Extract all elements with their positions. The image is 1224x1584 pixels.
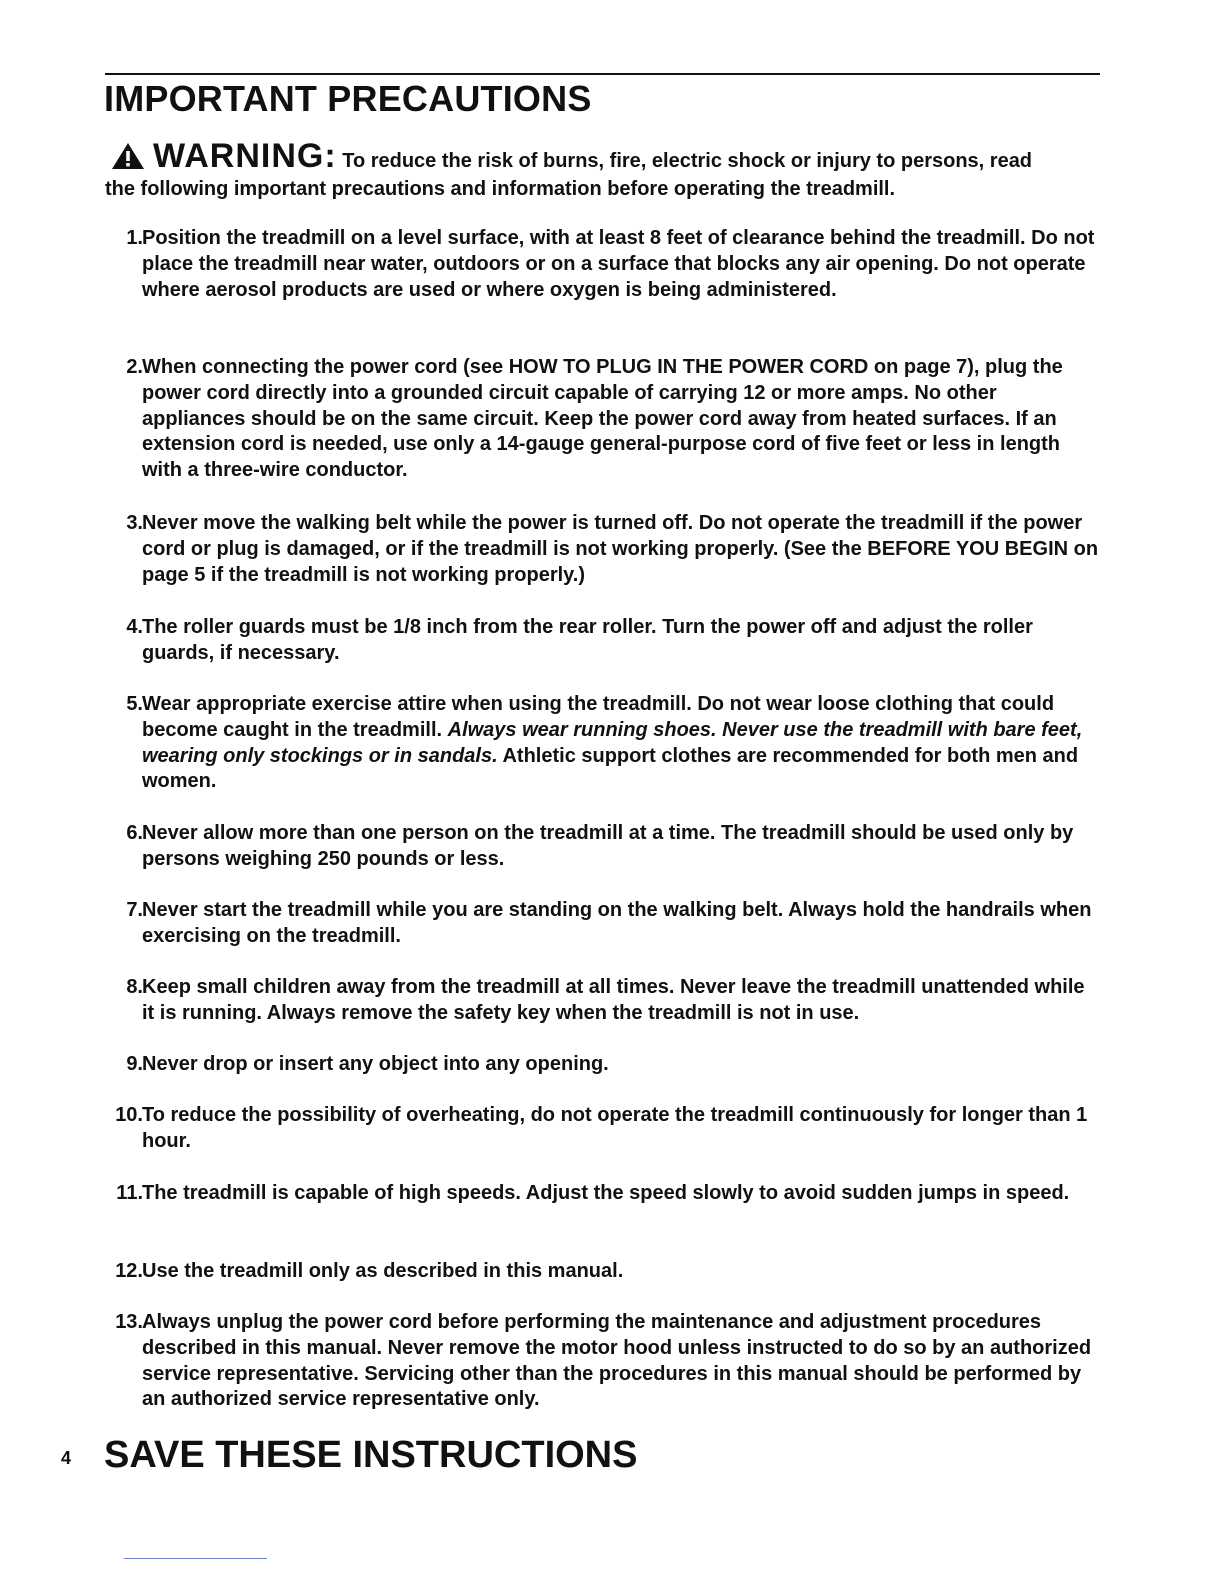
item-text: Never drop or insert any object into any opening. <box>142 1053 609 1075</box>
item-number: 9. <box>126 1053 143 1075</box>
warning-line-1 <box>105 137 1105 175</box>
item-number: 3. <box>126 512 143 534</box>
warning-block <box>105 137 1105 203</box>
page-edge-line <box>124 1558 267 1559</box>
item-number: 10. <box>115 1104 143 1126</box>
item-text: To reduce the possibility of overheating, do not operate the treadmill continuously for longer than 1 hour. <box>142 1104 1088 1152</box>
item-number: 7. <box>126 899 143 921</box>
item-number: 8. <box>126 976 143 998</box>
item-number: 5. <box>126 693 143 715</box>
item-text <box>142 692 1102 795</box>
item-text: The treadmill is capable of high speeds. Adjust the speed slowly to avoid sudden jumps in speed. <box>142 1182 1070 1204</box>
list-item <box>105 511 1105 588</box>
item-text: Position the treadmill on a level surface, with at least 8 feet of clearance behind the treadmill. Do not place the treadmill near water, outdoors or on a surface that blocks any air opening. Do not operate where aerosol products are used or where oxygen is being administered. <box>142 227 1095 301</box>
item-text: Always unplug the power cord before performing the maintenance and adjustment procedures described in this manual. Never remove the motor hood unless instructed to do so by an authorized service representative. Servicing other than the procedures in this manual should be performed by an authorized service representative only. <box>142 1311 1092 1411</box>
warning-label: WARNING: <box>153 137 337 175</box>
list-item <box>105 1052 1105 1078</box>
item-text: Keep small children away from the treadmill at all times. Never leave the treadmill unattended while it is running. Always remove the safety key when the treadmill is not in use. <box>142 976 1085 1024</box>
footer-title: SAVE THESE INSTRUCTIONS <box>104 1434 638 1476</box>
item-text: Never allow more than one person on the treadmill at a time. The treadmill should be used only by persons weighing 250 pounds or less. <box>142 822 1074 870</box>
item-text: Never start the treadmill while you are standing on the walking belt. Always hold the handrails when exercising on the treadmill. <box>142 899 1092 947</box>
item-text-emphasis: Always wear running shoes. Never use the treadmill with bare feet, wearing only stockings or in sandals. <box>142 718 1083 767</box>
item-number: 11. <box>116 1182 143 1204</box>
warning-text-2: the following important precautions and information before operating the treadmill. <box>105 178 896 200</box>
item-number: 4. <box>126 616 143 638</box>
item-text: The roller guards must be 1/8 inch from the rear roller. Turn the power off and adjust the roller guards, if necessary. <box>142 616 1033 664</box>
list-item <box>105 692 1105 795</box>
item-text-part: Athletic support clothes are recommended for both men and women. <box>142 744 1079 793</box>
list-item <box>105 226 1105 303</box>
item-text: Use the treadmill only as described in this manual. <box>142 1260 624 1282</box>
page-title: IMPORTANT PRECAUTIONS <box>104 78 592 119</box>
list-item <box>105 1259 1105 1285</box>
header-rule <box>105 73 1100 75</box>
item-number: 1. <box>126 227 143 249</box>
item-text: Never move the walking belt while the power is turned off. Do not operate the treadmill if the power cord or plug is damaged, or if the treadmill is not working properly. (See the BEFORE YOU BEGIN on page 5 if the treadmill is not working properly.) <box>142 512 1099 586</box>
item-number: 2. <box>126 356 143 378</box>
list-item <box>105 615 1105 667</box>
list-item <box>105 821 1105 873</box>
page-number: 4 <box>61 1448 72 1468</box>
item-number: 6. <box>126 822 143 844</box>
item-text-part: Wear appropriate exercise attire when using the treadmill. Do not wear loose clothing that could become caught in the treadmill. <box>142 693 1055 741</box>
item-text: When connecting the power cord (see HOW TO PLUG IN THE POWER CORD on page 7), plug the power cord directly into a grounded circuit capable of carrying 12 or more amps. No other appliances should be on the same circuit. Keep the power cord away from heated surfaces. If an extension cord is needed, use only a 14-gauge general-purpose cord of five feet or less in length with a three-wire conductor. <box>142 356 1063 482</box>
warning-text-1: To reduce the risk of burns, fire, electric shock or injury to persons, read <box>336 150 1033 172</box>
list-item <box>105 1103 1105 1155</box>
list-item <box>105 1181 1105 1207</box>
list-item <box>105 1310 1105 1413</box>
item-number: 12. <box>115 1260 143 1282</box>
list-item <box>105 898 1105 950</box>
warning-triangle-icon <box>111 142 145 170</box>
list-item <box>105 975 1105 1027</box>
list-item <box>105 355 1105 484</box>
item-number: 13. <box>115 1311 143 1333</box>
